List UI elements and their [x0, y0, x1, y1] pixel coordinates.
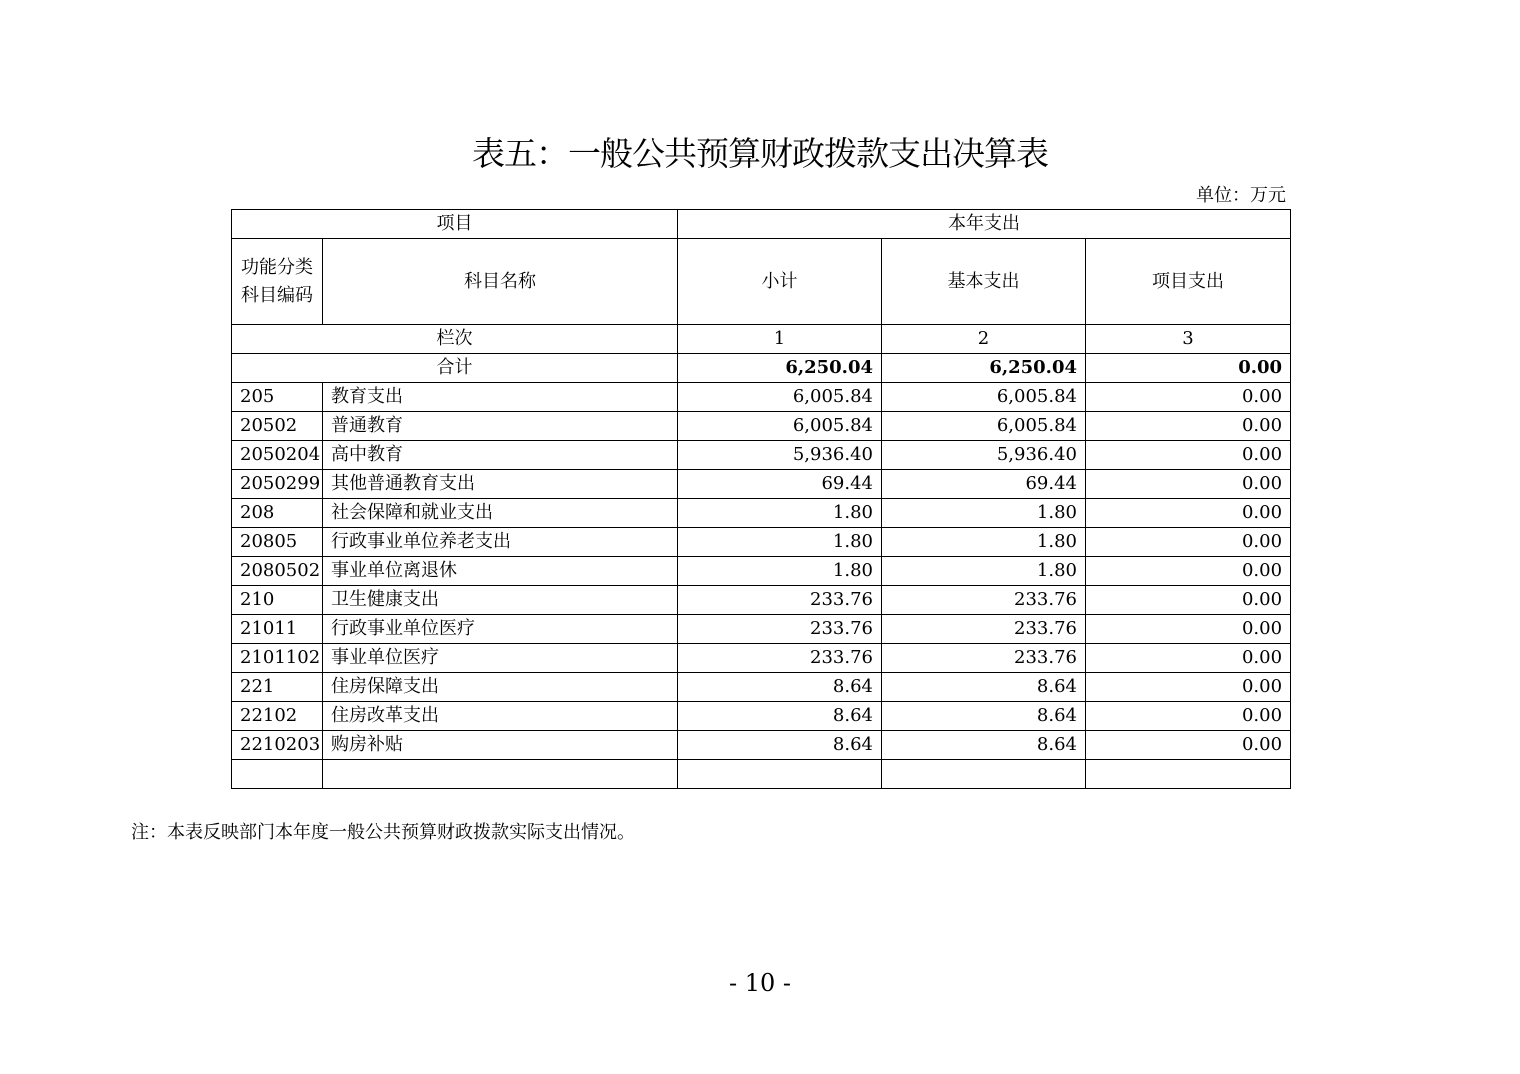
row-code: 2050299 — [232, 470, 323, 499]
header-row-index — [232, 325, 1291, 354]
header-project-expense: 项目支出 — [1086, 239, 1291, 325]
header-basic: 基本支出 — [882, 239, 1086, 325]
row-project: 0.00 — [1086, 528, 1291, 557]
header-col-1: 1 — [678, 325, 882, 354]
row-subtotal: 1.80 — [678, 499, 882, 528]
table-row — [232, 644, 1291, 673]
total-basic: 6,250.04 — [882, 354, 1086, 383]
row-name: 其他普通教育支出 — [323, 470, 678, 499]
row-subtotal — [678, 760, 882, 789]
total-row — [232, 354, 1291, 383]
row-name: 行政事业单位养老支出 — [323, 528, 678, 557]
row-project: 0.00 — [1086, 412, 1291, 441]
row-subtotal: 69.44 — [678, 470, 882, 499]
row-subtotal: 6,005.84 — [678, 383, 882, 412]
page-number: - 10 - — [728, 969, 791, 997]
row-name: 卫生健康支出 — [323, 586, 678, 615]
row-basic: 233.76 — [882, 644, 1086, 673]
row-basic: 6,005.84 — [882, 412, 1086, 441]
row-code: 221 — [232, 673, 323, 702]
row-basic: 1.80 — [882, 499, 1086, 528]
row-basic: 233.76 — [882, 615, 1086, 644]
row-project: 0.00 — [1086, 441, 1291, 470]
row-code: 2101102 — [232, 644, 323, 673]
table-row — [232, 528, 1291, 557]
table-row — [232, 441, 1291, 470]
row-subtotal: 5,936.40 — [678, 441, 882, 470]
header-subtotal: 小计 — [678, 239, 882, 325]
row-code: 22102 — [232, 702, 323, 731]
header-col-3: 3 — [1086, 325, 1291, 354]
header-name: 科目名称 — [323, 239, 678, 325]
row-project: 0.00 — [1086, 470, 1291, 499]
unit-label: 单位：万元 — [1196, 185, 1286, 206]
row-subtotal: 8.64 — [678, 731, 882, 760]
row-name: 高中教育 — [323, 441, 678, 470]
header-row-2 — [232, 239, 1291, 325]
row-project: 0.00 — [1086, 586, 1291, 615]
table-row — [232, 499, 1291, 528]
row-subtotal: 233.76 — [678, 644, 882, 673]
row-subtotal: 8.64 — [678, 702, 882, 731]
header-column-index: 栏次 — [232, 325, 678, 354]
row-subtotal: 233.76 — [678, 615, 882, 644]
row-basic: 1.80 — [882, 557, 1086, 586]
table-note: 注：本表反映部门本年度一般公共预算财政拨款实际支出情况。 — [131, 822, 635, 843]
page-title: 表五：一般公共预算财政拨款支出决算表 — [472, 134, 1048, 173]
row-code — [232, 760, 323, 789]
row-basic: 8.64 — [882, 673, 1086, 702]
row-basic: 69.44 — [882, 470, 1086, 499]
table-row — [232, 615, 1291, 644]
row-subtotal: 1.80 — [678, 557, 882, 586]
row-basic: 5,936.40 — [882, 441, 1086, 470]
table-row — [232, 673, 1291, 702]
row-project — [1086, 760, 1291, 789]
row-name: 普通教育 — [323, 412, 678, 441]
row-project: 0.00 — [1086, 673, 1291, 702]
row-project: 0.00 — [1086, 383, 1291, 412]
header-current-year: 本年支出 — [678, 210, 1291, 239]
row-code: 2210203 — [232, 731, 323, 760]
row-project: 0.00 — [1086, 702, 1291, 731]
table-row — [232, 412, 1291, 441]
total-project: 0.00 — [1086, 354, 1291, 383]
row-name: 购房补贴 — [323, 731, 678, 760]
table-row — [232, 586, 1291, 615]
row-name: 社会保障和就业支出 — [323, 499, 678, 528]
row-project: 0.00 — [1086, 615, 1291, 644]
header-project: 项目 — [232, 210, 678, 239]
row-basic: 1.80 — [882, 528, 1086, 557]
row-name: 教育支出 — [323, 383, 678, 412]
total-label: 合计 — [232, 354, 678, 383]
header-row-1 — [232, 210, 1291, 239]
row-name: 事业单位离退休 — [323, 557, 678, 586]
row-code: 210 — [232, 586, 323, 615]
row-basic — [882, 760, 1086, 789]
row-code: 20805 — [232, 528, 323, 557]
row-project: 0.00 — [1086, 557, 1291, 586]
row-code: 2080502 — [232, 557, 323, 586]
row-project: 0.00 — [1086, 644, 1291, 673]
total-subtotal: 6,250.04 — [678, 354, 882, 383]
row-project: 0.00 — [1086, 499, 1291, 528]
row-name: 住房保障支出 — [323, 673, 678, 702]
row-subtotal: 1.80 — [678, 528, 882, 557]
row-name — [323, 760, 678, 789]
row-basic: 8.64 — [882, 702, 1086, 731]
table-body — [232, 210, 1291, 789]
table-row — [232, 470, 1291, 499]
row-basic: 8.64 — [882, 731, 1086, 760]
row-code: 2050204 — [232, 441, 323, 470]
table-row — [232, 731, 1291, 760]
header-col-2: 2 — [882, 325, 1086, 354]
row-project: 0.00 — [1086, 731, 1291, 760]
table-row — [232, 760, 1291, 789]
table-row — [232, 557, 1291, 586]
row-name: 住房改革支出 — [323, 702, 678, 731]
row-code: 21011 — [232, 615, 323, 644]
row-basic: 233.76 — [882, 586, 1086, 615]
row-basic: 6,005.84 — [882, 383, 1086, 412]
row-name: 行政事业单位医疗 — [323, 615, 678, 644]
table-row — [232, 702, 1291, 731]
table-row — [232, 383, 1291, 412]
row-subtotal: 233.76 — [678, 586, 882, 615]
row-name: 事业单位医疗 — [323, 644, 678, 673]
row-subtotal: 8.64 — [678, 673, 882, 702]
row-code: 205 — [232, 383, 323, 412]
row-subtotal: 6,005.84 — [678, 412, 882, 441]
row-code: 20502 — [232, 412, 323, 441]
budget-table — [231, 209, 1291, 789]
header-code: 功能分类科目编码 — [232, 239, 323, 325]
row-code: 208 — [232, 499, 323, 528]
